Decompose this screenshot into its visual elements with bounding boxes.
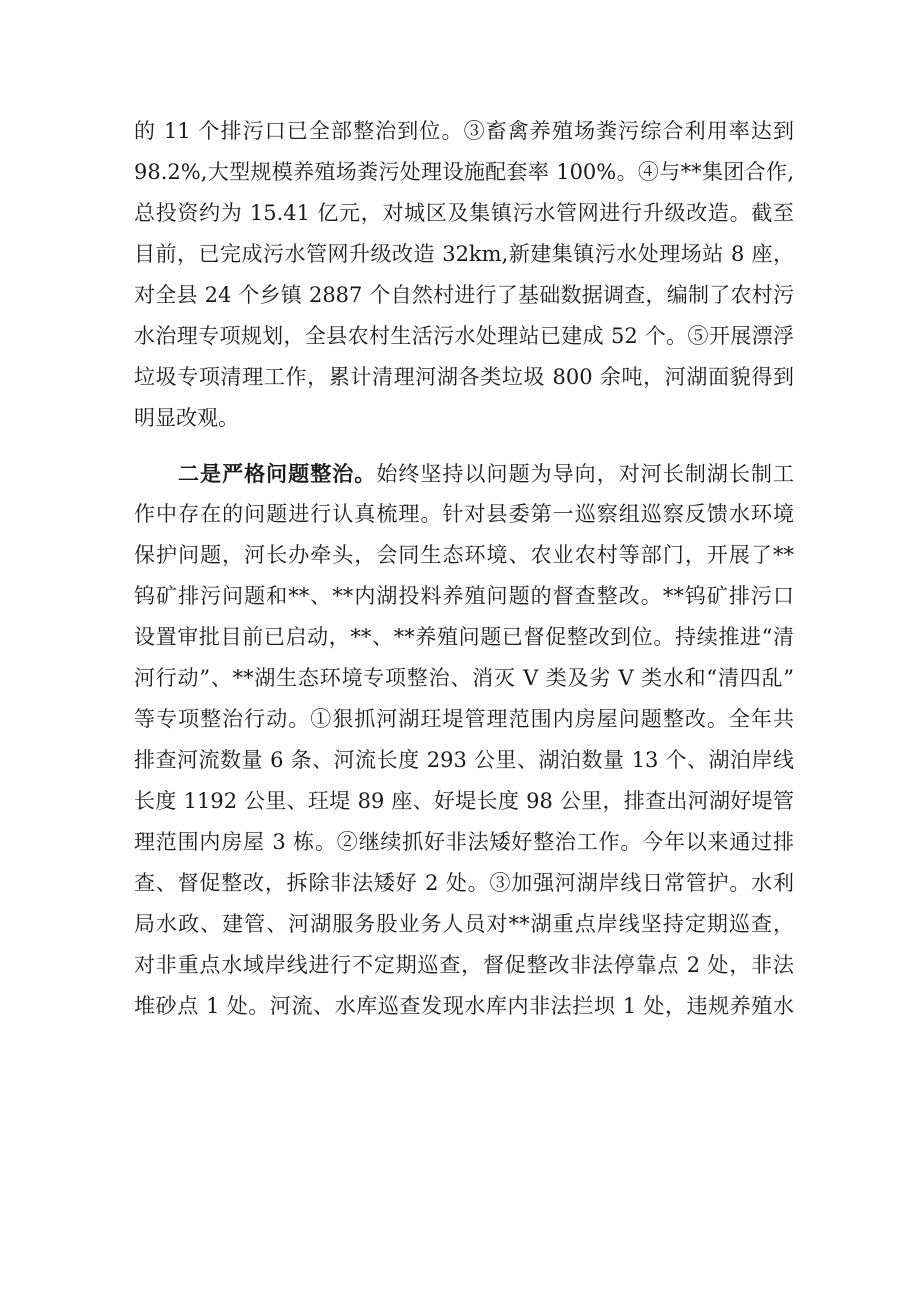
heading-line-rest: 始终坚持以问题为导向，对河长制湖长制工 bbox=[376, 462, 795, 486]
text-line: 保护问题，河长办牵头，会同生态环境、农业农村等部门，开展了** bbox=[134, 543, 794, 567]
paragraph-2 bbox=[134, 453, 794, 1027]
text-line: 查、督促整改，拆除非法矮好 2 处。③加强河湖岸线日常管护。水利 bbox=[134, 871, 794, 895]
text-line: 的 11 个排污口已全部整治到位。③畜禽养殖场粪污综合利用率达到 bbox=[134, 119, 794, 143]
text-line: 钨矿排污问题和**、**内湖投料养殖问题的督查整改。**钨矿排污口 bbox=[134, 584, 794, 608]
text-line: 设置审批目前已启动，**、**养殖问题已督促整改到位。持续推进“清 bbox=[134, 625, 794, 649]
text-line: 局水政、建管、河湖服务股业务人员对**湖重点岸线坚持定期巡查， bbox=[134, 912, 794, 936]
paragraph-heading: 二是严格问题整治。 bbox=[178, 461, 377, 486]
text-line: 对非重点水域岸线进行不定期巡查，督促整改非法停靠点 2 处，非法 bbox=[134, 953, 794, 977]
text-line: 堆砂点 1 处。河流、水库巡查发现水库内非法拦坝 1 处，违规养殖水 bbox=[134, 994, 794, 1018]
text-line: 排查河流数量 6 条、河流长度 293 公里、湖泊数量 13 个、湖泊岸线 bbox=[134, 748, 794, 772]
text-line: 垃圾专项清理工作，累计清理河湖各类垃圾 800 余吨，河湖面貌得到 bbox=[134, 365, 794, 389]
text-line: 河行动”、**湖生态环境专项整治、消灭 V 类及劣 V 类水和“清四乱” bbox=[134, 666, 794, 690]
text-line: 理范围内房屋 3 栋。②继续抓好非法矮好整治工作。今年以来通过排 bbox=[134, 830, 794, 854]
text-line: 水治理专项规划，全县农村生活污水处理站已建成 52 个。⑤开展漂浮 bbox=[134, 324, 794, 348]
paragraph-1 bbox=[134, 111, 794, 439]
text-line: 98.2%,大型规模养殖场粪污处理设施配套率 100%。④与**集团合作, bbox=[134, 160, 794, 184]
text-line: 明显改观。 bbox=[134, 406, 239, 430]
paragraph-spacer bbox=[134, 439, 794, 453]
text-line: 长度 1192 公里、玨堤 89 座、好堤长度 98 公里，排查出河湖好堤管 bbox=[134, 789, 794, 813]
text-line-first bbox=[134, 453, 794, 494]
document-body bbox=[134, 111, 794, 1027]
text-line: 目前，已完成污水管网升级改造 32km,新建集镇污水处理场站 8 座， bbox=[134, 242, 794, 266]
text-line: 作中存在的问题进行认真梳理。针对县委第一巡察组巡察反馈水环境 bbox=[134, 502, 794, 526]
text-line: 总投资约为 15.41 亿元，对城区及集镇污水管网进行升级改造。截至 bbox=[134, 201, 794, 225]
text-line: 对全县 24 个乡镇 2887 个自然村进行了基础数据调查，编制了农村污 bbox=[134, 283, 794, 307]
text-line: 等专项整治行动。①狠抓河湖玨堤管理范围内房屋问题整改。全年共 bbox=[134, 707, 794, 731]
